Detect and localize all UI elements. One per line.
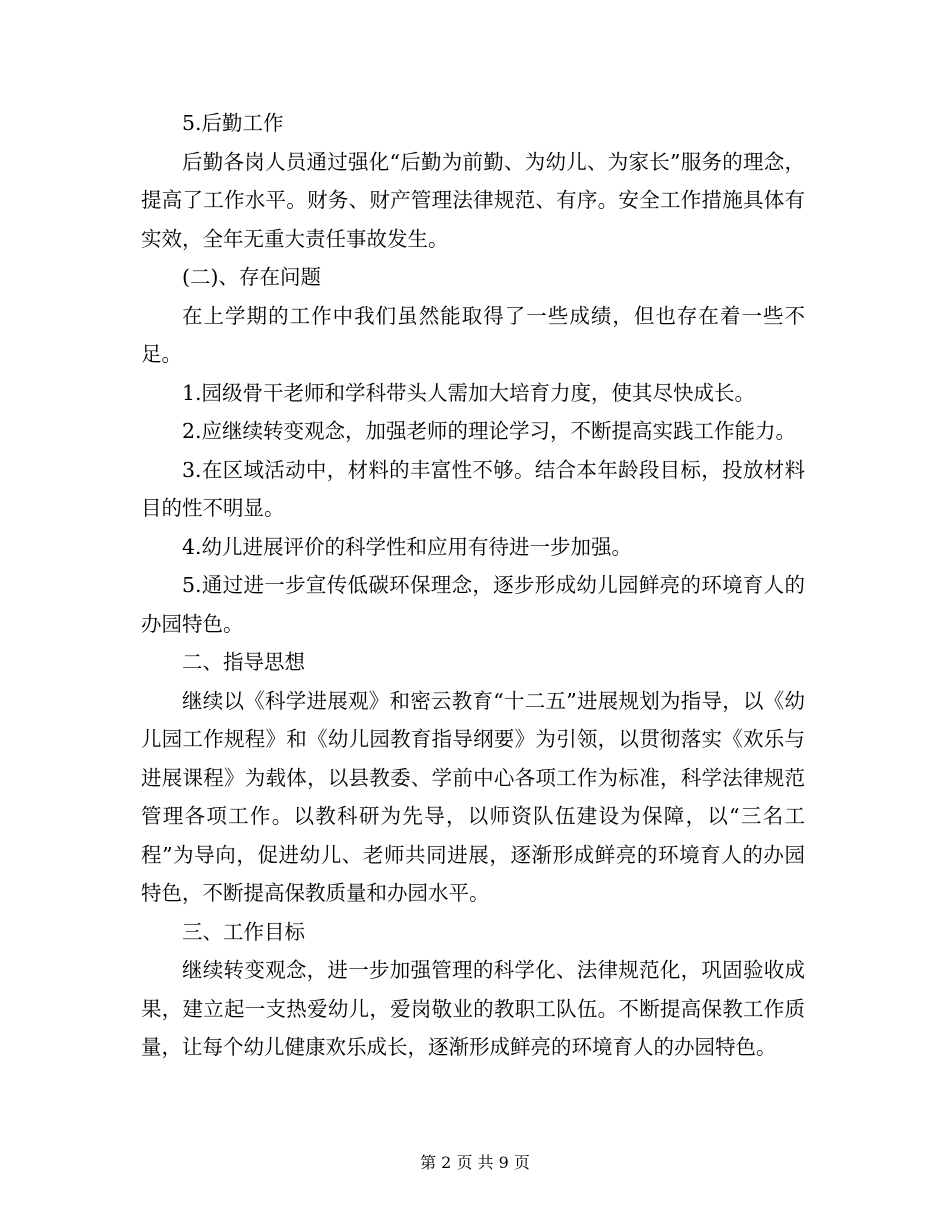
problem-item-4: 4.幼儿进展评价的科学性和应用有待进一步加强。 <box>182 534 633 559</box>
heading-work-goals: 三、工作目标 <box>182 919 305 944</box>
paragraph-logistics: 后勤各岗人员通过强化“后勤为前勤、为幼儿、为家长”服务的理念，提高了工作水平。财务、财产管理法律规范、有序。安全工作措施具体有实效，全年无重大责任事故发生。 <box>141 149 805 251</box>
problem-item-2: 2.应继续转变观念，加强老师的理论学习，不断提高实践工作能力。 <box>182 419 797 443</box>
heading-guiding-ideology: 二、指导思想 <box>182 650 305 674</box>
document-body <box>141 104 805 1067</box>
problem-item-3: 3.在区域活动中，材料的丰富性不够。结合本年龄段目标，投放材料目的性不明显。 <box>141 457 805 520</box>
paragraph-guiding-ideology: 继续以《科学进展观》和密云教育“十二五”进展规划为指导，以《幼儿园工作规程》和《幼儿园教育指导纲要》为引领，以贯彻落实《欢乐与进展课程》为载体，以县教委、学前中心各项工作为标准，科学法律规范管理各项工作。以教科研为先导，以师资队伍建设为保障，以“三名工程”为导向，促进幼儿、老师共同进展，逐渐形成鲜亮的环境育人的办园特色，不断提高保教质量和办园水平。 <box>141 688 805 905</box>
heading-logistics: 5.后勤工作 <box>182 111 284 135</box>
page-number-footer: 第 2 页 共 9 页 <box>420 1153 530 1172</box>
problem-item-1: 1.园级骨干老师和学科带头人需加大培育力度，使其尽快成长。 <box>182 380 756 405</box>
paragraph-work-goals: 继续转变观念，进一步加强管理的科学化、法律规范化，巩固验收成果，建立起一支热爱幼儿，爱岗敬业的教职工队伍。不断提高保教工作质量，让每个幼儿健康欢乐成长，逐渐形成鲜亮的环境育人的办园特色。 <box>141 958 805 1059</box>
paragraph-problems-intro: 在上学期的工作中我们虽然能取得了一些成绩，但也存在着一些不足。 <box>141 303 805 366</box>
heading-problems: (二)、存在问题 <box>182 265 321 289</box>
problem-item-5: 5.通过进一步宣传低碳环保理念，逐步形成幼儿园鲜亮的环境育人的办园特色。 <box>141 573 805 636</box>
